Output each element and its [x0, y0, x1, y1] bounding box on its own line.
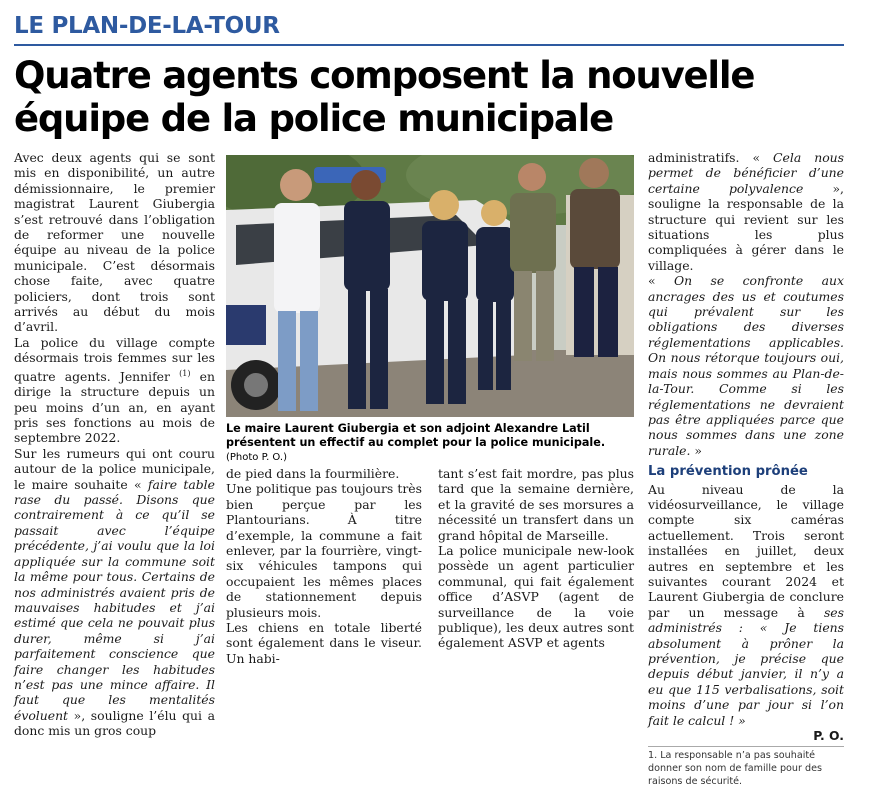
police-team-photo	[226, 155, 634, 417]
paragraph: Sur les rumeurs qui ont couru autour de la police municipale, le maire souhaite « faire table rase du passé. Disons que contrairement à ce qu’il se passait avec l’équipe précédente, j’ai voulu que la loi appliquée sur la commune soit la même pour tous. Certains de nos administrés avaient pris de mauvaises habitudes et j’ai estimé que cela ne pouvait plus durer, même si j’ai parfaitement conscience que faire changer les habitudes n’est pas une mince affaire. Il faut que les mentalités évoluent », souligne l’élu qui a donc mis un gros coup	[14, 445, 215, 739]
article-column-3	[438, 466, 634, 651]
paragraph: La police municipale new-look possède un agent particulier communal, qui fait également office d’ASVP (agent de surveillance de la voie publique), les deux autres sont également ASVP et agents	[438, 543, 634, 651]
paragraph: Avec deux agents qui se sont mis en disponibilité, un autre démissionnaire, le premier magistrat Laurent Giubergia s’est retrouvé dans l’obligation de reformer une nouvelle équipe au niveau de la police municipale. C’est désormais chose faite, avec quatre policiers, dont trois sont arrivés au début du mois d’avril.	[14, 150, 215, 335]
paragraph: administratifs. « Cela nous permet de bénéficier d’une certaine polyvalence », souligne la responsable de la structure qui revient sur les situations les plus compliquées à gérer dans le village.	[648, 150, 844, 273]
article-photo	[226, 155, 634, 417]
article-column-1	[14, 150, 215, 739]
article-column-4	[648, 150, 844, 788]
footnote: 1. La responsable n’a pas souhaité donner son nom de famille pour des raisons de sécurité.	[648, 746, 844, 788]
author-signature: P. O.	[813, 728, 844, 744]
paragraph: Au niveau de la vidéosurveillance, le village compte six caméras actuellement. Trois seront installées en juillet, deux autres en septembre et les suivantes courant 2024 et Laurent Giubergia de conclure par un message à ses administrés : « Je tiens absolument à prôner la prévention, je précise que depuis début janvier, il n’y a eu que 115 verbalisations, soit moins d’une par jour si l’on fait le calcul ! »	[648, 481, 844, 728]
paragraph: La police du village compte désormais trois femmes sur les quatre agents. Jennifer $^{(1)}$ en dirige la structure depuis un peu moins d’un an, en ayant pris ses fonctions au mois de septembre 2022.	[14, 334, 215, 446]
paragraph: Une politique pas toujours très bien perçue par les Plantourians. À titre d’exemple, la commune a fait enlever, par la fourrière, vingt-six véhicules tampons qui occupaient les mêmes places de stationnement depuis plusieurs mois.	[226, 481, 422, 620]
article-column-2	[226, 466, 422, 666]
paragraph: « On se confronte aux ancrages des us et coutumes qui prévalent sur les obligations des diverses réglementations applicables. On nous rétorque toujours oui, mais nous sommes au Plan-de-la-Tour. Comme si les réglementations ne devraient pas être appliquées parce que nous sommes dans une zone rurale. »	[648, 273, 844, 458]
photo-caption: Le maire Laurent Giubergia et son adjoint Alexandre Latil présentent un effectif au complet pour la police municipale. (Photo P. O.)	[226, 422, 606, 463]
section-kicker: LE PLAN-DE-LA-TOUR	[14, 10, 844, 46]
section-subheading: La prévention prônée	[648, 464, 808, 480]
paragraph: de pied dans la fourmilière.	[226, 466, 400, 481]
paragraph: Les chiens en totale liberté sont également dans le viseur. Un habi-	[226, 620, 422, 666]
article-headline: Quatre agents composent la nouvelle équipe de la police municipale	[14, 54, 755, 140]
photo-credit: (Photo P. O.)	[226, 452, 287, 463]
paragraph: tant s’est fait mordre, pas plus tard que la semaine dernière, et la gravité de ses morsures a nécessité un transfert dans un grand hôpital de Marseille.	[438, 466, 634, 543]
